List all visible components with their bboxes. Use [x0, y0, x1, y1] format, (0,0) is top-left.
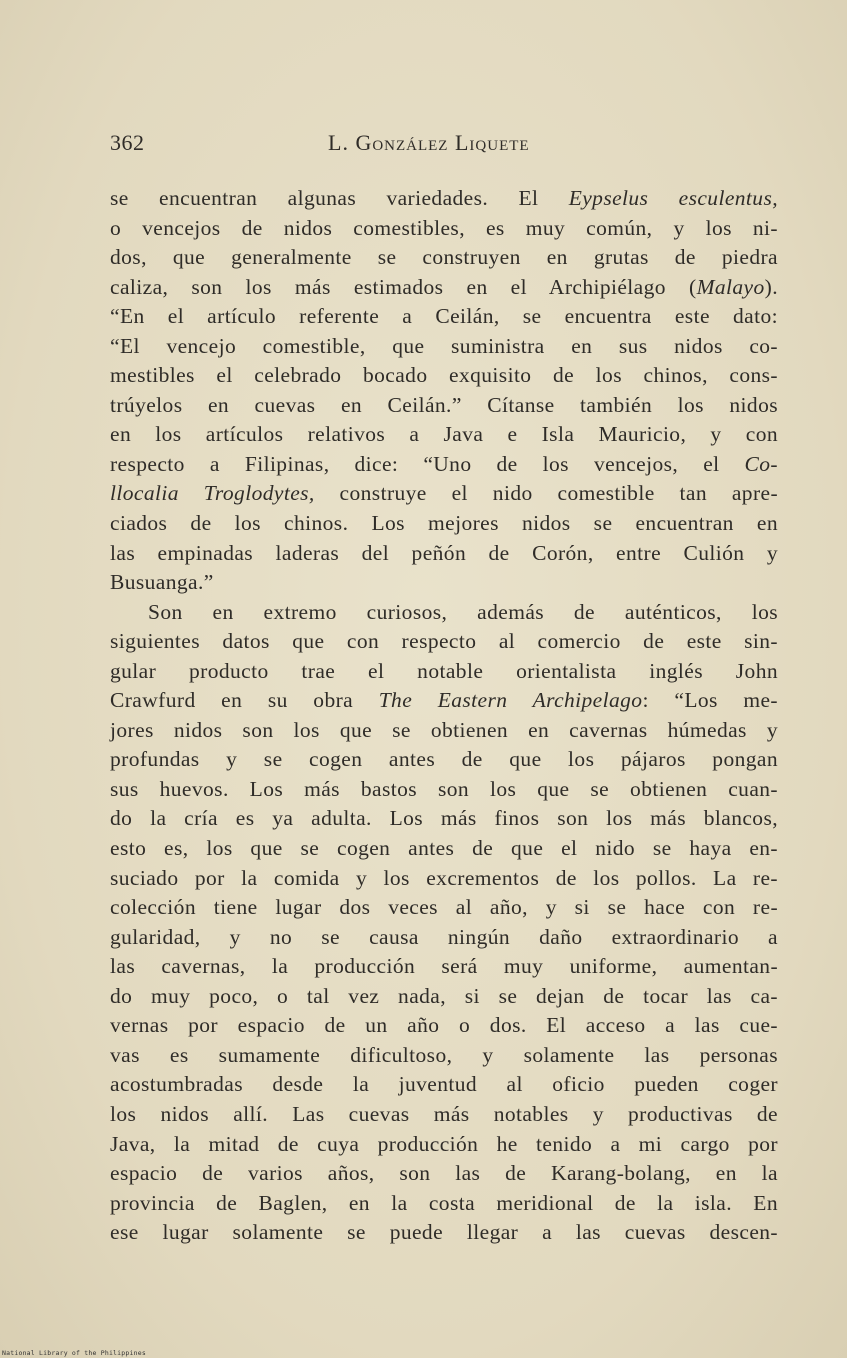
text-segment: siguientes datos que con respecto al comercio de este sin- [110, 629, 778, 654]
text-segment: : “Los me- [642, 688, 778, 713]
text-line [110, 1041, 778, 1071]
text-line [110, 450, 778, 480]
text-line [110, 982, 778, 1012]
text-segment: Crawfurd en su obra [110, 688, 379, 713]
text-segment: las empinadas laderas del peñón de Corón, entre Culión y [110, 540, 778, 565]
text-segment: caliza, son los más estimados en el Archipiélago ( [110, 274, 697, 299]
text-segment: provincia de Baglen, en la costa meridional de la isla. En [110, 1190, 778, 1215]
text-segment: Java, la mitad de cuya producción he tenido a mi cargo por [110, 1131, 778, 1156]
body-text [110, 184, 778, 1248]
text-segment: vas es sumamente dificultoso, y solamente las personas [110, 1042, 778, 1067]
text-line [110, 420, 778, 450]
italic-segment: Eypselus esculentus, [568, 186, 778, 210]
text-line [110, 657, 778, 687]
text-line [110, 214, 778, 244]
text-line [110, 1159, 778, 1189]
italic-segment: Malayo [696, 274, 765, 299]
text-line [110, 568, 778, 598]
text-segment: construye el nido comestible tan apre- [314, 481, 779, 506]
text-line [110, 302, 778, 332]
page-header [110, 130, 778, 160]
text-segment: do muy poco, o tal vez nada, si se dejan de tocar las ca- [110, 983, 778, 1008]
text-line [110, 923, 778, 953]
text-line [110, 273, 778, 303]
text-segment: en los artículos relativos a Java e Isla Mauricio, y con [110, 422, 778, 447]
text-line [110, 804, 778, 834]
text-line [110, 834, 778, 864]
text-line [110, 893, 778, 923]
text-line [110, 1189, 778, 1219]
text-line [110, 1218, 778, 1248]
text-segment: ). [764, 274, 778, 299]
text-line [110, 184, 778, 214]
text-segment: do la cría es ya adulta. Los más finos son los más blancos, [110, 806, 778, 831]
text-segment: dos, que generalmente se construyen en grutas de piedra [110, 245, 778, 270]
text-segment: vernas por espacio de un año o dos. El acceso a las cue- [110, 1013, 778, 1038]
text-line [110, 598, 778, 628]
text-segment: ese lugar solamente se puede llegar a las cuevas descen- [110, 1220, 778, 1245]
text-segment: mestibles el celebrado bocado exquisito de los chinos, cons- [110, 363, 778, 388]
text-line [110, 332, 778, 362]
text-line [110, 745, 778, 775]
running-head: L. González Liquete [328, 130, 530, 155]
italic-segment: Co- [744, 451, 778, 476]
text-line [110, 509, 778, 539]
text-segment: Busuanga.” [110, 570, 214, 595]
text-line [110, 539, 778, 569]
text-segment: jores nidos son los que se obtienen en cavernas húmedas y [110, 717, 778, 742]
text-line [110, 775, 778, 805]
text-segment: ciados de los chinos. Los mejores nidos se encuentran en [110, 511, 778, 536]
text-line [110, 627, 778, 657]
text-line [110, 864, 778, 894]
text-line [110, 1130, 778, 1160]
text-segment: profundas y se cogen antes de que los pájaros pongan [110, 747, 778, 772]
text-line [110, 686, 778, 716]
text-line [110, 716, 778, 746]
text-line [110, 479, 778, 509]
text-line [110, 1100, 778, 1130]
text-line [110, 1070, 778, 1100]
text-line [110, 361, 778, 391]
text-line [110, 1011, 778, 1041]
text-segment: acostumbradas desde la juventud al oficio pueden coger [110, 1072, 778, 1097]
text-segment: colección tiene lugar dos veces al año, y si se hace con re- [110, 895, 778, 920]
text-segment: “El vencejo comestible, que suministra en sus nidos co- [110, 333, 778, 358]
text-segment: las cavernas, la producción será muy uniforme, aumentan- [110, 954, 778, 979]
text-segment: los nidos allí. Las cuevas más notables y productivas de [110, 1101, 778, 1126]
text-segment: esto es, los que se cogen antes de que el nido se haya en- [110, 836, 778, 861]
italic-segment: The Eastern Archipelago [378, 688, 643, 713]
text-segment: o vencejos de nidos comestibles, es muy común, y los ni- [110, 215, 778, 240]
page-number: 362 [110, 130, 145, 155]
italic-segment: llocalia Troglodytes, [110, 481, 315, 506]
text-segment: “En el artículo referente a Ceilán, se encuentra este dato: [110, 304, 778, 329]
text-segment: se encuentran algunas variedades. El [110, 186, 569, 210]
text-segment: espacio de varios años, son las de Karang-bolang, en la [110, 1161, 778, 1186]
text-segment: gular producto trae el notable orientalista inglés John [110, 658, 778, 683]
text-segment: respecto a Filipinas, dice: “Uno de los vencejos, el [110, 451, 745, 476]
library-credit: National Library of the Philippines [2, 1349, 146, 1357]
text-segment: gularidad, y no se causa ningún daño extraordinario a [110, 924, 778, 949]
text-line [110, 243, 778, 273]
text-line [110, 391, 778, 421]
text-segment: trúyelos en cuevas en Ceilán.” Cítanse también los nidos [110, 392, 778, 417]
text-segment: sus huevos. Los más bastos son los que se obtienen cuan- [110, 776, 778, 801]
text-line [110, 952, 778, 982]
text-segment: suciado por la comida y los excrementos de los pollos. La re- [110, 865, 778, 890]
text-segment: Son en extremo curiosos, además de auténticos, los [148, 599, 778, 624]
